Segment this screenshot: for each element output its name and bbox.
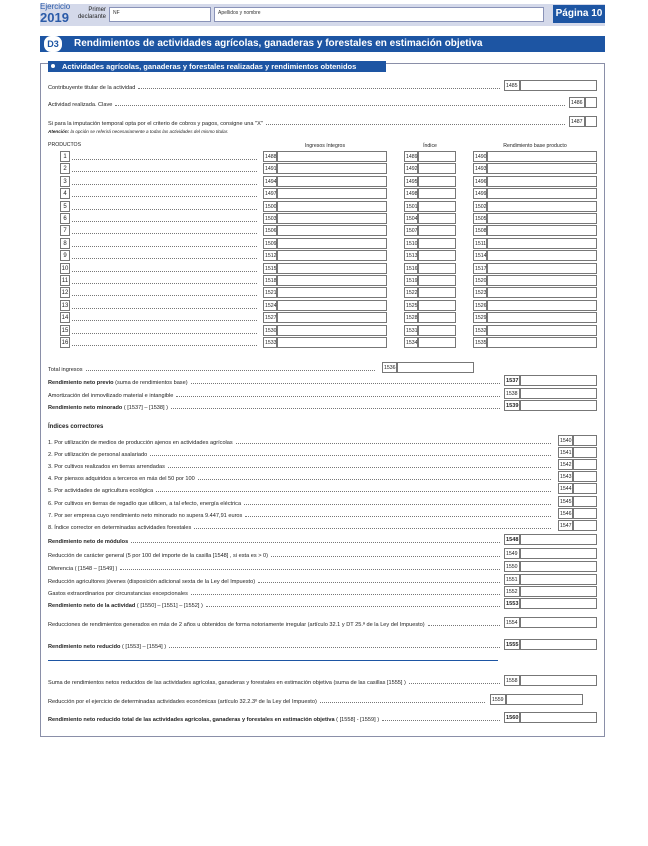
final-reduccion_ejercicio-input[interactable]	[506, 694, 583, 705]
producto-c1-input[interactable]	[277, 201, 387, 212]
producto-c2-code: 1519	[404, 275, 418, 286]
producto-c1-code: 1506	[263, 225, 277, 236]
producto-row-number: 15	[60, 325, 70, 336]
modulos-diferencia-code: 1550	[504, 561, 520, 572]
modulos-reduccion_jovenes-code: 1551	[504, 574, 520, 585]
producto-c2-input[interactable]	[418, 225, 456, 236]
indice-label: 5. Por actividades de agricultura ecológica	[48, 488, 154, 495]
producto-c3-code: 1526	[473, 300, 487, 311]
atencion-bold: Atención:	[48, 129, 70, 134]
final-total-input[interactable]	[520, 712, 597, 723]
producto-c2-input[interactable]	[418, 188, 456, 199]
modulos-reduccion_general-input[interactable]	[520, 548, 597, 559]
producto-c1-code: 1518	[263, 275, 277, 286]
producto-c2-code: 1492	[404, 163, 418, 174]
producto-c2-code: 1507	[404, 225, 418, 236]
indice-code: 1542	[558, 459, 573, 470]
producto-c2-input[interactable]	[418, 213, 456, 224]
final-suma-code: 1558	[504, 675, 520, 686]
producto-c2-code: 1531	[404, 325, 418, 336]
rend-previo-input[interactable]	[520, 375, 597, 386]
producto-c2-input[interactable]	[418, 287, 456, 298]
rendimiento-col-header: Rendimiento base producto	[503, 143, 567, 149]
actividad-code: 1486	[569, 97, 585, 108]
modulos-gastos_extra-label: Gastos extraordinarios por circunstancias excepcionales	[48, 591, 188, 597]
producto-c3-input[interactable]	[487, 213, 597, 224]
apellidos-label: Apellidos y nombre	[218, 10, 261, 16]
producto-c1-input[interactable]	[277, 275, 387, 286]
modulos-rend_modulos-input[interactable]	[520, 534, 597, 545]
imputacion-checkbox[interactable]	[585, 116, 597, 127]
producto-row-number: 3	[60, 176, 70, 187]
indice-row	[48, 521, 554, 531]
producto-c3-input[interactable]	[487, 225, 597, 236]
indice-row	[48, 448, 554, 458]
indice-code: 1545	[558, 496, 573, 507]
indice-input[interactable]	[573, 496, 597, 507]
producto-c3-code: 1529	[473, 312, 487, 323]
producto-c2-input[interactable]	[418, 325, 456, 336]
modulos-reducciones_irregular-row	[48, 618, 503, 628]
producto-c3-code: 1511	[473, 238, 487, 249]
producto-row-number: 14	[60, 312, 70, 323]
producto-c3-code: 1523	[473, 287, 487, 298]
total-ingresos-row	[48, 363, 378, 373]
final-total-code: 1560	[504, 712, 520, 723]
producto-c3-input[interactable]	[487, 188, 597, 199]
producto-row-number: 12	[60, 287, 70, 298]
producto-c3-input[interactable]	[487, 300, 597, 311]
indice-row	[48, 484, 554, 494]
modulos-diferencia-label: Diferencia ( [1548 – [1549] )	[48, 566, 118, 572]
producto-c1-code: 1494	[263, 176, 277, 187]
year: 2019	[40, 10, 69, 25]
producto-c1-code: 1503	[263, 213, 277, 224]
modulos-rend_actividad-input[interactable]	[520, 598, 597, 609]
producto-c3-code: 1496	[473, 176, 487, 187]
producto-row-number: 11	[60, 275, 70, 286]
producto-c1-code: 1527	[263, 312, 277, 323]
indice-code: 1546	[558, 508, 573, 519]
final-suma-input[interactable]	[520, 675, 597, 686]
indice-input[interactable]	[573, 471, 597, 482]
producto-c2-input[interactable]	[418, 263, 456, 274]
producto-c3-input[interactable]	[487, 163, 597, 174]
primer-declarante-label: Primer declarante	[77, 7, 106, 20]
indice-label: 4. Por piensos adquiridos a terceros en más del 50 por 100	[48, 476, 195, 483]
producto-row-number: 6	[60, 213, 70, 224]
producto-c3-input[interactable]	[487, 263, 597, 274]
producto-c1-code: 1512	[263, 250, 277, 261]
atencion-note	[48, 129, 228, 134]
amortizacion-label: Amortización del inmovilizado material e intangible	[48, 393, 174, 399]
indice-label: 6. Por cultivos en tierras de regadío que utilicen, a tal efecto, energía eléctrica	[48, 500, 242, 507]
producto-c2-code: 1525	[404, 300, 418, 311]
producto-row-number: 7	[60, 225, 70, 236]
apellidos-field[interactable]	[214, 7, 544, 22]
rend-previo-code: 1537	[504, 375, 520, 386]
producto-c1-input[interactable]	[277, 151, 387, 162]
producto-row-number: 5	[60, 201, 70, 212]
producto-name-line[interactable]	[72, 313, 260, 323]
producto-c2-code: 1528	[404, 312, 418, 323]
producto-c2-code: 1495	[404, 176, 418, 187]
modulos-rend_modulos-row	[48, 535, 503, 545]
producto-name-line[interactable]	[72, 152, 260, 162]
rend-previo-row	[48, 376, 503, 386]
section-badge: D3	[44, 36, 62, 52]
modulos-rend_reducido-input[interactable]	[520, 639, 597, 650]
bullet-icon	[51, 64, 55, 68]
modulos-reduccion_general-row	[48, 549, 503, 559]
producto-c1-code: 1530	[263, 325, 277, 336]
indices-title: Índices correctores	[48, 424, 104, 430]
producto-c3-code: 1502	[473, 201, 487, 212]
amortizacion-row	[48, 389, 503, 399]
producto-name-line[interactable]	[72, 177, 260, 187]
modulos-gastos_extra-input[interactable]	[520, 586, 597, 597]
producto-name-line[interactable]	[72, 326, 260, 336]
final-reduccion_ejercicio-code: 1559	[490, 694, 506, 705]
modulos-rend_reducido-row	[48, 640, 503, 650]
divider	[48, 660, 498, 661]
final-total-bold: Rendimiento neto reducido total de las actividades agrícolas, ganaderas y forestales en estimación objetiva	[48, 717, 335, 723]
imputacion-row	[48, 117, 568, 127]
total-ingresos-input[interactable]	[397, 362, 474, 373]
producto-name-line[interactable]	[72, 214, 260, 224]
modulos-rend_actividad-bold: Rendimiento neto de la actividad	[48, 603, 136, 609]
ejercicio-label: Ejercicio	[40, 2, 71, 11]
indice-input[interactable]	[573, 447, 597, 458]
producto-row-number: 1	[60, 151, 70, 162]
section-title: Rendimientos de actividades agrícolas, ganaderas y forestales en estimación objetiva	[74, 38, 483, 49]
producto-c3-code: 1490	[473, 151, 487, 162]
modulos-diferencia-row	[48, 562, 503, 572]
producto-name-line[interactable]	[72, 288, 260, 298]
producto-c1-input[interactable]	[277, 238, 387, 249]
indice-label: 8. Índice corrector en determinadas actividades forestales	[48, 524, 192, 531]
producto-c1-input[interactable]	[277, 188, 387, 199]
producto-c1-input[interactable]	[277, 213, 387, 224]
producto-c2-code: 1513	[404, 250, 418, 261]
subsection-title-text: Actividades agrícolas, ganaderas y forestales realizadas y rendimientos obtenidos	[62, 62, 357, 71]
producto-row-number: 10	[60, 263, 70, 274]
modulos-rend_reducido-code: 1555	[504, 639, 520, 650]
modulos-rend_reducido-label: ( [1553] – [1554] )	[120, 644, 167, 650]
producto-c2-input[interactable]	[418, 337, 456, 348]
producto-c3-input[interactable]	[487, 287, 597, 298]
producto-name-line[interactable]	[72, 276, 260, 286]
final-reduccion_ejercicio-label: Reducción por el ejercicio de determinadas actividades económicas (artículo 32.2.3º de la Ley del Impuesto)	[48, 699, 317, 705]
producto-c2-input[interactable]	[418, 250, 456, 261]
indice-code: 1544	[558, 483, 573, 494]
producto-row-number: 8	[60, 238, 70, 249]
producto-c2-code: 1522	[404, 287, 418, 298]
rend-previo-bold: Rendimiento neto previo	[48, 380, 114, 386]
modulos-rend_actividad-code: 1553	[504, 598, 520, 609]
producto-c2-code: 1516	[404, 263, 418, 274]
amortizacion-input[interactable]	[520, 388, 597, 399]
indice-code: 1547	[558, 520, 573, 531]
producto-c1-code: 1524	[263, 300, 277, 311]
modulos-reducciones_irregular-input[interactable]	[520, 617, 597, 628]
producto-c3-code: 1499	[473, 188, 487, 199]
productos-header: PRODUCTOS	[48, 142, 82, 148]
total-ingresos-code: 1536	[382, 362, 397, 373]
rend-minorado-row	[48, 401, 503, 411]
producto-c1-input[interactable]	[277, 163, 387, 174]
indice-input[interactable]	[573, 435, 597, 446]
indice-code: 1543	[558, 471, 573, 482]
indice-input[interactable]	[573, 459, 597, 470]
producto-row-number: 4	[60, 188, 70, 199]
titular-label: Contribuyente titular de la actividad	[48, 85, 136, 91]
indice-label: 2. Por utilización de personal asalariado	[48, 452, 148, 459]
titular-code: 1485	[504, 80, 520, 91]
producto-c3-input[interactable]	[487, 176, 597, 187]
producto-c3-code: 1532	[473, 325, 487, 336]
producto-c2-input[interactable]	[418, 176, 456, 187]
modulos-reduccion_general-code: 1549	[504, 548, 520, 559]
modulos-rend_actividad-row	[48, 599, 503, 609]
ingresos-col-header: Ingresos íntegros	[304, 143, 346, 149]
indice-input[interactable]	[573, 520, 597, 531]
indice-input[interactable]	[573, 508, 597, 519]
producto-c2-input[interactable]	[418, 151, 456, 162]
nif-label: NF	[113, 10, 120, 16]
producto-c3-code: 1517	[473, 263, 487, 274]
rend-minorado-code: 1539	[504, 400, 520, 411]
modulos-gastos_extra-row	[48, 587, 503, 597]
indice-label: 7. Por ser empresa cuyo rendimiento neto minorado no supera 9.447,91 euros	[48, 512, 243, 519]
producto-c2-input[interactable]	[418, 201, 456, 212]
producto-name-line[interactable]	[72, 264, 260, 274]
producto-c2-input[interactable]	[418, 300, 456, 311]
producto-c1-code: 1491	[263, 163, 277, 174]
modulos-rend_modulos-bold: Rendimiento neto de módulos	[48, 539, 129, 545]
modulos-reducciones_irregular-label: Reducciones de rendimientos generados en más de 2 años u obtenidos de forma notoriamente irregular (artículo 32.1 y DT 25.ª de la Ley del Impuesto)	[48, 622, 425, 628]
titular-row	[48, 81, 503, 91]
producto-row-number: 13	[60, 300, 70, 311]
producto-c3-input[interactable]	[487, 151, 597, 162]
producto-c1-input[interactable]	[277, 300, 387, 311]
producto-c3-input[interactable]	[487, 250, 597, 261]
producto-c2-input[interactable]	[418, 238, 456, 249]
indice-row	[48, 497, 554, 507]
indice-code: 1541	[558, 447, 573, 458]
modulos-reduccion_jovenes-input[interactable]	[520, 574, 597, 585]
final-total-label: ( [1558] - [1559] )	[334, 717, 380, 723]
producto-row-number: 9	[60, 250, 70, 261]
final-suma-row	[48, 676, 503, 686]
atencion-text: la opción se referirá necesariamente a todas las actividades del mismo titular.	[70, 129, 229, 134]
producto-c3-code: 1514	[473, 250, 487, 261]
producto-c2-code: 1504	[404, 213, 418, 224]
producto-c3-input[interactable]	[487, 325, 597, 336]
producto-c1-input[interactable]	[277, 263, 387, 274]
producto-c1-code: 1500	[263, 201, 277, 212]
modulos-reduccion_jovenes-row	[48, 575, 503, 585]
producto-c2-code: 1534	[404, 337, 418, 348]
producto-c1-code: 1509	[263, 238, 277, 249]
indice-input[interactable]	[573, 483, 597, 494]
indice-row	[48, 472, 554, 482]
producto-c3-input[interactable]	[487, 337, 597, 348]
producto-c1-input[interactable]	[277, 225, 387, 236]
final-total-row	[48, 713, 503, 723]
producto-name-line[interactable]	[72, 301, 260, 311]
producto-c2-input[interactable]	[418, 312, 456, 323]
subsection-title	[48, 61, 386, 72]
producto-c1-code: 1515	[263, 263, 277, 274]
page-number: Página 10	[553, 5, 605, 23]
indice-label: 3. Por cultivos realizados en tierras arrendadas	[48, 464, 165, 471]
indice-row	[48, 509, 554, 519]
producto-c2-code: 1489	[404, 151, 418, 162]
producto-name-line[interactable]	[72, 202, 260, 212]
indice-row	[48, 436, 554, 446]
imputacion-code: 1487	[569, 116, 585, 127]
producto-c3-code: 1505	[473, 213, 487, 224]
producto-c1-code: 1488	[263, 151, 277, 162]
actividad-row	[48, 98, 568, 108]
producto-name-line[interactable]	[72, 164, 260, 174]
modulos-reducciones_irregular-code: 1554	[504, 617, 520, 628]
producto-name-line[interactable]	[72, 338, 260, 348]
indice-label: 1. Por utilización de medios de producción ajenos en actividades agrícolas	[48, 440, 233, 446]
indice-row	[48, 460, 554, 470]
producto-name-line[interactable]	[72, 251, 260, 261]
nif-field[interactable]	[109, 7, 211, 22]
final-suma-label: Suma de rendimientos netos reducidos de las actividades agrícolas, ganaderas y forestales en estimación objetiva (suma de las casillas [1555] )	[48, 680, 406, 686]
producto-c1-code: 1497	[263, 188, 277, 199]
producto-c1-code: 1521	[263, 287, 277, 298]
producto-c3-input[interactable]	[487, 238, 597, 249]
actividad-input[interactable]	[585, 97, 597, 108]
rend-minorado-input[interactable]	[520, 400, 597, 411]
producto-name-line[interactable]	[72, 226, 260, 236]
producto-c2-input[interactable]	[418, 275, 456, 286]
actividad-label: Actividad realizada. Clave	[48, 102, 113, 108]
producto-c1-input[interactable]	[277, 337, 387, 348]
producto-c3-code: 1520	[473, 275, 487, 286]
producto-c2-code: 1510	[404, 238, 418, 249]
modulos-reduccion_general-label: Reducción de carácter general (5 por 100 del importe de la casilla [1548] , si esta es > 0)	[48, 553, 268, 559]
final-reduccion_ejercicio-row	[48, 695, 488, 705]
producto-c1-input[interactable]	[277, 325, 387, 336]
producto-c3-input[interactable]	[487, 275, 597, 286]
producto-name-line[interactable]	[72, 189, 260, 199]
producto-c2-code: 1501	[404, 201, 418, 212]
indice-code: 1540	[558, 435, 573, 446]
producto-c1-input[interactable]	[277, 287, 387, 298]
titular-input[interactable]	[520, 80, 597, 91]
amortizacion-code: 1538	[504, 388, 520, 399]
producto-c3-code: 1535	[473, 337, 487, 348]
producto-c3-input[interactable]	[487, 201, 597, 212]
modulos-rend_modulos-code: 1548	[504, 534, 520, 545]
modulos-rend_actividad-label: ( [1550] – [1551] – [1552] )	[135, 603, 203, 609]
rend-minorado-bold: Rendimiento neto minorado	[48, 405, 123, 411]
producto-c3-code: 1508	[473, 225, 487, 236]
producto-c2-code: 1498	[404, 188, 418, 199]
producto-c1-input[interactable]	[277, 250, 387, 261]
modulos-gastos_extra-code: 1552	[504, 586, 520, 597]
total-ingresos-label: Total ingresos	[48, 367, 83, 373]
producto-c3-code: 1493	[473, 163, 487, 174]
producto-c1-input[interactable]	[277, 312, 387, 323]
producto-row-number: 2	[60, 163, 70, 174]
rend-minorado-label: ( [1537] – [1538] )	[122, 405, 168, 411]
producto-row-number: 16	[60, 337, 70, 348]
imputacion-label: Si para la imputación temporal opta por el criterio de cobros y pagos, consigne una "X"	[48, 121, 263, 127]
producto-c1-input[interactable]	[277, 176, 387, 187]
producto-c1-code: 1533	[263, 337, 277, 348]
modulos-reduccion_jovenes-label: Reducción agricultores jóvenes (disposición adicional sexta de la Ley del Impuesto)	[48, 579, 256, 585]
producto-c2-input[interactable]	[418, 163, 456, 174]
modulos-rend_reducido-bold: Rendimiento neto reducido	[48, 644, 121, 650]
indice-col-header: Índice	[423, 143, 437, 149]
rend-previo-label: (suma de rendimientos base)	[113, 380, 188, 386]
producto-name-line[interactable]	[72, 239, 260, 249]
producto-c3-input[interactable]	[487, 312, 597, 323]
modulos-diferencia-input[interactable]	[520, 561, 597, 572]
